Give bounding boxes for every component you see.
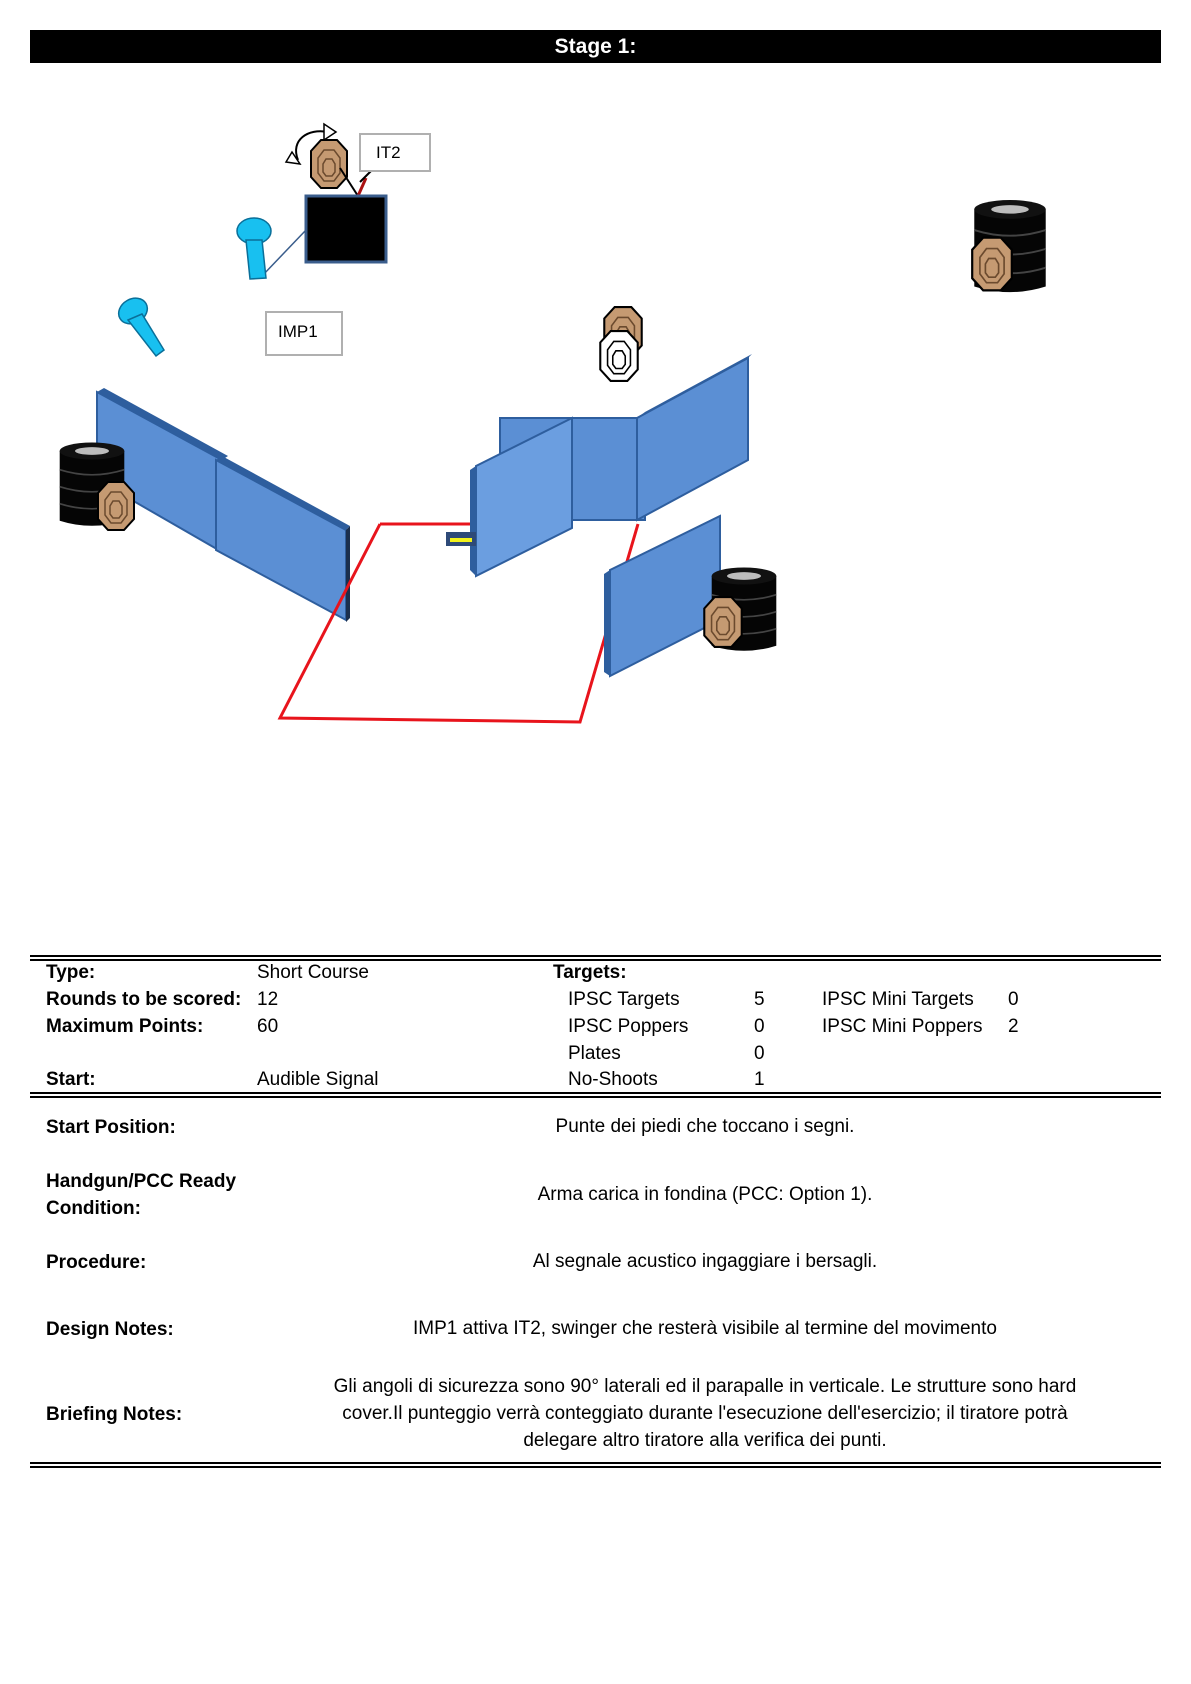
ipsc-mini-poppers-label: IPSC Mini Poppers — [822, 1016, 983, 1037]
mini-popper-icon — [114, 293, 164, 356]
plates-value: 0 — [754, 1043, 765, 1064]
rounds-value: 12 — [257, 989, 279, 1010]
briefing-notes-line2: cover.Il punteggio verrà conteggiato durante l'esecuzione dell'esercizio; il tiratore potrà — [342, 1403, 1068, 1424]
procedure-value: Al segnale acustico ingaggiare i bersagli. — [532, 1251, 878, 1272]
type-value: Short Course — [257, 962, 369, 983]
ipsc-mini-poppers-value: 2 — [1008, 1016, 1019, 1037]
it2-label: IT2 — [376, 143, 401, 162]
barrel-stack-icon — [704, 568, 776, 651]
no-shoots-value: 1 — [754, 1069, 765, 1090]
no-shoot-target-icon — [600, 307, 641, 381]
briefing-notes-label: Briefing Notes: — [46, 1404, 183, 1425]
barrel-stack-icon — [972, 200, 1046, 292]
ready-condition-label-line1: Handgun/PCC Ready — [46, 1171, 237, 1192]
no-shoots-label: No-Shoots — [568, 1069, 658, 1090]
briefing-notes-line3: delegare altro tiratore alla verifica dei punti. — [523, 1430, 887, 1451]
briefing-notes-line1: Gli angoli di sicurezza sono 90° laterali ed il parapalle in verticale. Le strutture sono hard — [333, 1376, 1077, 1397]
type-label: Type: — [46, 962, 96, 983]
ipsc-poppers-value: 0 — [754, 1016, 765, 1037]
rounds-label: Rounds to be scored: — [46, 989, 242, 1010]
ipsc-mini-targets-label: IPSC Mini Targets — [822, 989, 974, 1010]
ipsc-targets-value: 5 — [754, 989, 765, 1010]
start-value: Audible Signal — [257, 1069, 379, 1090]
start-label: Start: — [46, 1069, 96, 1090]
start-position-label: Start Position: — [46, 1117, 176, 1138]
procedure-label: Procedure: — [46, 1252, 147, 1273]
activator-box — [262, 196, 386, 276]
points-label: Maximum Points: — [46, 1016, 204, 1037]
ready-condition-label-line2: Condition: — [46, 1198, 141, 1219]
start-position-value: Punte dei piedi che toccano i segni. — [555, 1116, 855, 1137]
wall-icon — [604, 516, 720, 676]
points-value: 60 — [257, 1016, 279, 1037]
targets-label: Targets: — [553, 962, 627, 983]
stage-title: Stage 1: — [30, 30, 1161, 63]
ipsc-poppers-label: IPSC Poppers — [568, 1016, 689, 1037]
design-notes-value: IMP1 attiva IT2, swinger che resterà visibile al termine del movimento — [413, 1318, 997, 1339]
mini-popper-icon — [237, 218, 271, 279]
ready-condition-value: Arma carica in fondina (PCC: Option 1). — [537, 1184, 873, 1205]
barrel-stack-icon — [60, 443, 134, 531]
design-notes-label: Design Notes: — [46, 1319, 174, 1340]
ipsc-targets-label: IPSC Targets — [568, 989, 680, 1010]
plates-label: Plates — [568, 1043, 621, 1064]
imp1-label: IMP1 — [278, 322, 318, 341]
ipsc-mini-targets-value: 0 — [1008, 989, 1019, 1010]
